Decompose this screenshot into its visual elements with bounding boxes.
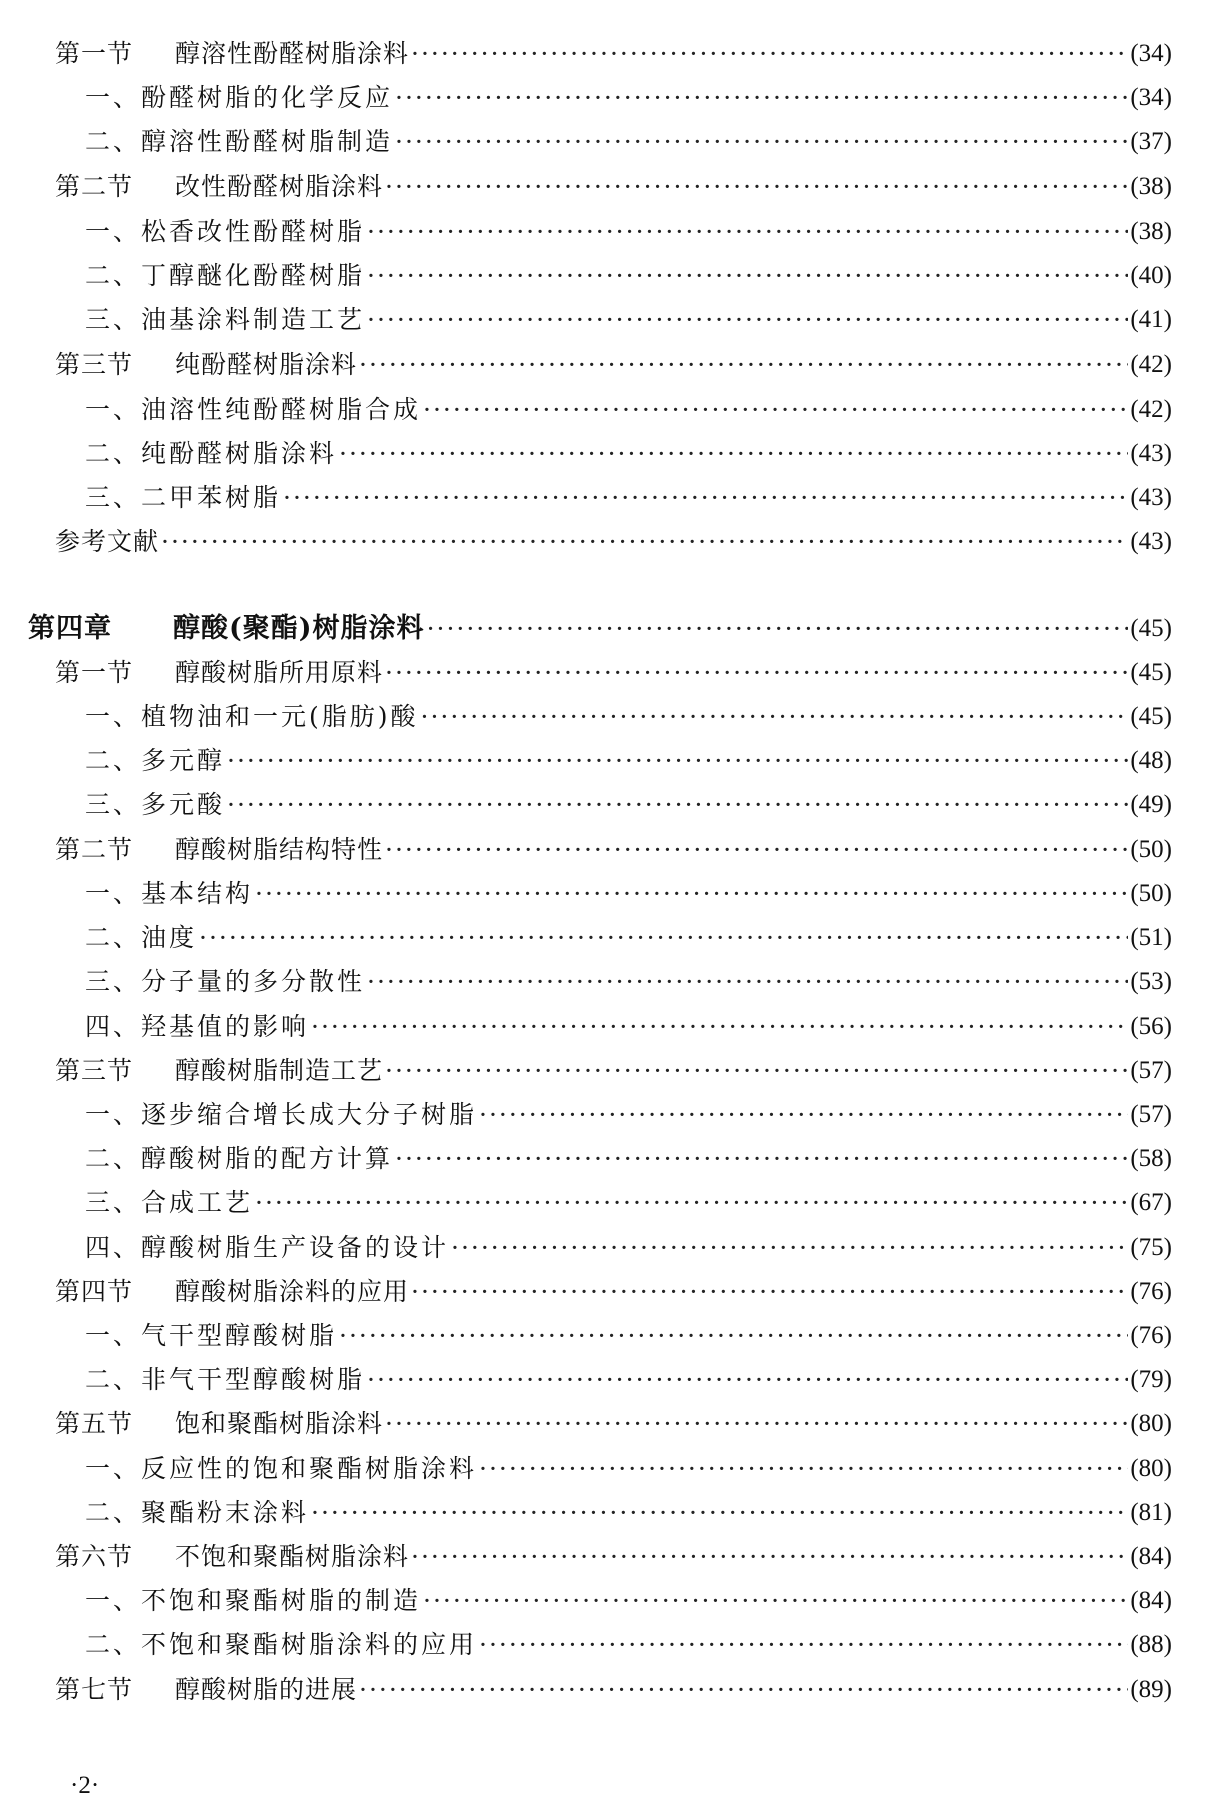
toc-title: 二、不饱和聚酯树脂涂料的应用: [85, 1630, 478, 1659]
dot-leader: [199, 916, 1128, 960]
toc-title: 四、醇酸树脂生产设备的设计: [85, 1233, 450, 1262]
toc-label: [85, 1005, 309, 1049]
dot-leader: [411, 32, 1128, 76]
toc-item: [85, 695, 1172, 739]
dot-leader: [395, 1137, 1128, 1181]
toc-label: [85, 76, 393, 120]
toc-page-number: (58): [1130, 1145, 1172, 1172]
toc-title: 四、羟基值的影响: [85, 1012, 310, 1041]
toc-page-number: (53): [1130, 968, 1172, 995]
toc-number: 第三节: [55, 1056, 134, 1085]
toc-item: [85, 1358, 1172, 1402]
toc-number: 第一节: [55, 39, 134, 68]
toc-title: 三、二甲苯树脂: [85, 483, 282, 512]
toc-title: 一、植物油和一元(脂肪)酸: [85, 702, 419, 731]
dot-leader: [367, 210, 1128, 254]
toc-label: [85, 1491, 309, 1535]
dot-leader: [227, 739, 1128, 783]
dot-leader: [385, 165, 1128, 209]
toc-label: [85, 1623, 477, 1667]
dot-leader: [451, 1226, 1128, 1270]
toc-page-number: (42): [1130, 396, 1172, 423]
toc-page-number: (67): [1130, 1189, 1172, 1216]
dot-leader: [423, 1579, 1128, 1623]
dot-leader: [311, 1491, 1128, 1535]
toc-page-number: (57): [1130, 1057, 1172, 1084]
toc-label: [85, 1314, 337, 1358]
toc-label: [85, 1137, 393, 1181]
toc-page-number: (45): [1130, 659, 1172, 686]
toc-page-number: (34): [1130, 84, 1172, 111]
toc-item: [85, 1226, 1172, 1270]
dot-leader: [339, 432, 1128, 476]
toc-title: 二、油度: [85, 923, 198, 952]
toc-page-number: (84): [1130, 1543, 1172, 1570]
toc-item: [85, 388, 1172, 432]
toc-item: [85, 1137, 1172, 1181]
toc-page-number: (37): [1130, 128, 1172, 155]
toc-item: [85, 1181, 1172, 1225]
toc-label: [85, 960, 365, 1004]
toc-label: [55, 1668, 357, 1712]
dot-leader: [479, 1447, 1128, 1491]
toc-page-number: (89): [1130, 1676, 1172, 1703]
toc-item: [85, 960, 1172, 1004]
toc-title: 改性酚醛树脂涂料: [175, 172, 384, 201]
toc-number: 第二节: [55, 835, 134, 864]
dot-leader: [385, 1049, 1128, 1093]
toc-title: 一、不饱和聚酯树脂的制造: [85, 1586, 422, 1615]
toc-label: [55, 1270, 409, 1314]
toc-page-number: (38): [1130, 218, 1172, 245]
dot-leader: [367, 298, 1128, 342]
toc-section: [55, 32, 1172, 76]
toc-label: [85, 739, 225, 783]
toc-number: 第一节: [55, 658, 134, 687]
toc-page-number: (80): [1130, 1455, 1172, 1482]
toc-section: [55, 1049, 1172, 1093]
toc-label: [55, 520, 159, 564]
toc-label: [85, 210, 365, 254]
dot-leader: [479, 1093, 1128, 1137]
toc-section: [55, 1402, 1172, 1446]
toc-page-number: (88): [1130, 1631, 1172, 1658]
toc-page-number: (76): [1130, 1322, 1172, 1349]
toc-section: [55, 651, 1172, 695]
dot-leader: [255, 1181, 1128, 1225]
toc-page-number: (43): [1130, 528, 1172, 555]
dot-leader: [385, 1402, 1128, 1446]
toc-label: [55, 1049, 383, 1093]
toc-page-number: (80): [1130, 1410, 1172, 1437]
toc-page-number: (45): [1130, 703, 1172, 730]
toc-page-number: (40): [1130, 262, 1172, 289]
toc-label: [85, 1226, 449, 1270]
toc-page-number: (41): [1130, 306, 1172, 333]
toc-page-number: (51): [1130, 924, 1172, 951]
toc-label: [85, 872, 253, 916]
toc-page-number: (50): [1130, 880, 1172, 907]
toc-item: [85, 76, 1172, 120]
toc-label: [85, 1447, 477, 1491]
toc-label: [85, 916, 197, 960]
toc-page-number: (76): [1130, 1278, 1172, 1305]
toc-title: 醇酸树脂所用原料: [175, 658, 384, 687]
dot-leader: [255, 872, 1128, 916]
toc-section: [55, 828, 1172, 872]
dot-leader: [385, 651, 1128, 695]
toc-title: 一、基本结构: [85, 879, 254, 908]
toc-item: [85, 1491, 1172, 1535]
toc-item: [85, 210, 1172, 254]
toc-label: [85, 1358, 365, 1402]
dot-leader: [421, 695, 1129, 739]
toc-label: [28, 607, 425, 651]
toc-title: 醇溶性酚醛树脂涂料: [175, 39, 410, 68]
toc-label: [55, 828, 383, 872]
toc-page-number: (84): [1130, 1587, 1172, 1614]
toc-item: [85, 739, 1172, 783]
toc-label: [85, 432, 337, 476]
toc-section: [55, 1535, 1172, 1579]
toc-label: [55, 343, 357, 387]
dot-leader: [359, 1668, 1128, 1712]
toc-section: [55, 1668, 1172, 1712]
dot-leader: [227, 783, 1128, 827]
toc-label: [85, 1579, 421, 1623]
toc-item: [85, 254, 1172, 298]
toc-number: 第五节: [55, 1409, 134, 1438]
page-number: ·2·: [70, 1772, 100, 1799]
toc-label: [85, 254, 365, 298]
toc-page-number: (50): [1130, 836, 1172, 863]
toc-number: 第七节: [55, 1675, 134, 1704]
toc-item: [85, 1447, 1172, 1491]
toc-title: 一、逐步缩合增长成大分子树脂: [85, 1100, 478, 1129]
toc-page-number: (43): [1130, 440, 1172, 467]
toc-item: [85, 432, 1172, 476]
toc-label: [85, 476, 281, 520]
toc-title: 三、多元酸: [85, 790, 226, 819]
toc-label: [55, 165, 383, 209]
toc-section: [55, 343, 1172, 387]
toc-title: 纯酚醛树脂涂料: [175, 350, 358, 379]
toc-item: [85, 916, 1172, 960]
dot-leader: [395, 120, 1128, 164]
toc-title: 饱和聚酯树脂涂料: [175, 1409, 384, 1438]
toc-section: [55, 165, 1172, 209]
toc-label: [85, 298, 365, 342]
toc-page-number: (34): [1130, 40, 1172, 67]
toc-page-number: (49): [1130, 791, 1172, 818]
toc-label: [55, 32, 409, 76]
dot-leader: [395, 76, 1128, 120]
toc-title: 一、酚醛树脂的化学反应: [85, 83, 394, 112]
dot-leader: [161, 520, 1128, 564]
toc-title: 醇酸树脂结构特性: [175, 835, 384, 864]
toc-label: [85, 388, 421, 432]
toc-page-number: (79): [1130, 1366, 1172, 1393]
toc-ref: [55, 520, 1172, 564]
toc-label: [85, 695, 419, 739]
dot-leader: [411, 1270, 1128, 1314]
toc-title: 二、丁醇醚化酚醛树脂: [85, 261, 366, 290]
toc-title: 醇酸树脂的进展: [175, 1675, 358, 1704]
toc-chapter: [28, 607, 1172, 651]
toc-item: [85, 298, 1172, 342]
toc-title: 醇酸树脂涂料的应用: [175, 1277, 410, 1306]
toc-title: 二、醇溶性酚醛树脂制造: [85, 127, 394, 156]
toc-title: 醇酸(聚酯)树脂涂料: [173, 613, 425, 644]
dot-leader: [359, 343, 1128, 387]
toc-title: 二、聚酯粉末涂料: [85, 1498, 310, 1527]
dot-leader: [427, 607, 1129, 651]
toc-item: [85, 476, 1172, 520]
toc-title: 一、气干型醇酸树脂: [85, 1321, 338, 1350]
toc-title: 不饱和聚酯树脂涂料: [175, 1542, 410, 1571]
dot-leader: [367, 960, 1128, 1004]
toc-label: [85, 783, 225, 827]
toc-title: 一、松香改性酚醛树脂: [85, 217, 366, 246]
toc-page-number: (45): [1130, 615, 1172, 642]
toc-title: 二、非气干型醇酸树脂: [85, 1365, 366, 1394]
toc-title: 一、反应性的饱和聚酯树脂涂料: [85, 1454, 478, 1483]
toc-page-number: (38): [1130, 173, 1172, 200]
toc-item: [85, 1005, 1172, 1049]
dot-leader: [423, 388, 1128, 432]
toc-item: [85, 872, 1172, 916]
toc-page-number: (42): [1130, 351, 1172, 378]
toc-title: 三、合成工艺: [85, 1188, 254, 1217]
toc-page-number: (43): [1130, 484, 1172, 511]
toc-number: 第四章: [28, 613, 112, 644]
toc-page-number: (81): [1130, 1499, 1172, 1526]
toc-number: 第六节: [55, 1542, 134, 1571]
toc-section: [55, 1270, 1172, 1314]
dot-leader: [367, 254, 1128, 298]
toc-title: 参考文献: [55, 527, 160, 556]
toc-label: [55, 651, 383, 695]
toc-label: [85, 120, 393, 164]
toc-number: 第三节: [55, 350, 134, 379]
toc-number: 第二节: [55, 172, 134, 201]
toc-page-number: (75): [1130, 1234, 1172, 1261]
toc-page-number: (56): [1130, 1013, 1172, 1040]
toc-number: 第四节: [55, 1277, 134, 1306]
toc-label: [55, 1402, 383, 1446]
toc-item: [85, 1623, 1172, 1667]
dot-leader: [479, 1623, 1128, 1667]
toc-title: 二、纯酚醛树脂涂料: [85, 439, 338, 468]
dot-leader: [411, 1535, 1128, 1579]
toc-title: 三、分子量的多分散性: [85, 967, 366, 996]
toc-page-number: (57): [1130, 1101, 1172, 1128]
dot-leader: [385, 828, 1128, 872]
toc-item: [85, 120, 1172, 164]
toc-item: [85, 1093, 1172, 1137]
dot-leader: [311, 1005, 1128, 1049]
dot-leader: [367, 1358, 1128, 1402]
dot-leader: [339, 1314, 1128, 1358]
toc-label: [85, 1181, 253, 1225]
toc-title: 三、油基涂料制造工艺: [85, 305, 366, 334]
toc-label: [55, 1535, 409, 1579]
toc-title: 一、油溶性纯酚醛树脂合成: [85, 395, 422, 424]
toc-page-number: (48): [1130, 747, 1172, 774]
toc-item: [85, 1314, 1172, 1358]
toc-title: 二、醇酸树脂的配方计算: [85, 1144, 394, 1173]
toc-item: [85, 1579, 1172, 1623]
dot-leader: [283, 476, 1128, 520]
toc-item: [85, 783, 1172, 827]
toc-title: 醇酸树脂制造工艺: [175, 1056, 384, 1085]
toc-label: [85, 1093, 477, 1137]
toc-title: 二、多元醇: [85, 746, 226, 775]
